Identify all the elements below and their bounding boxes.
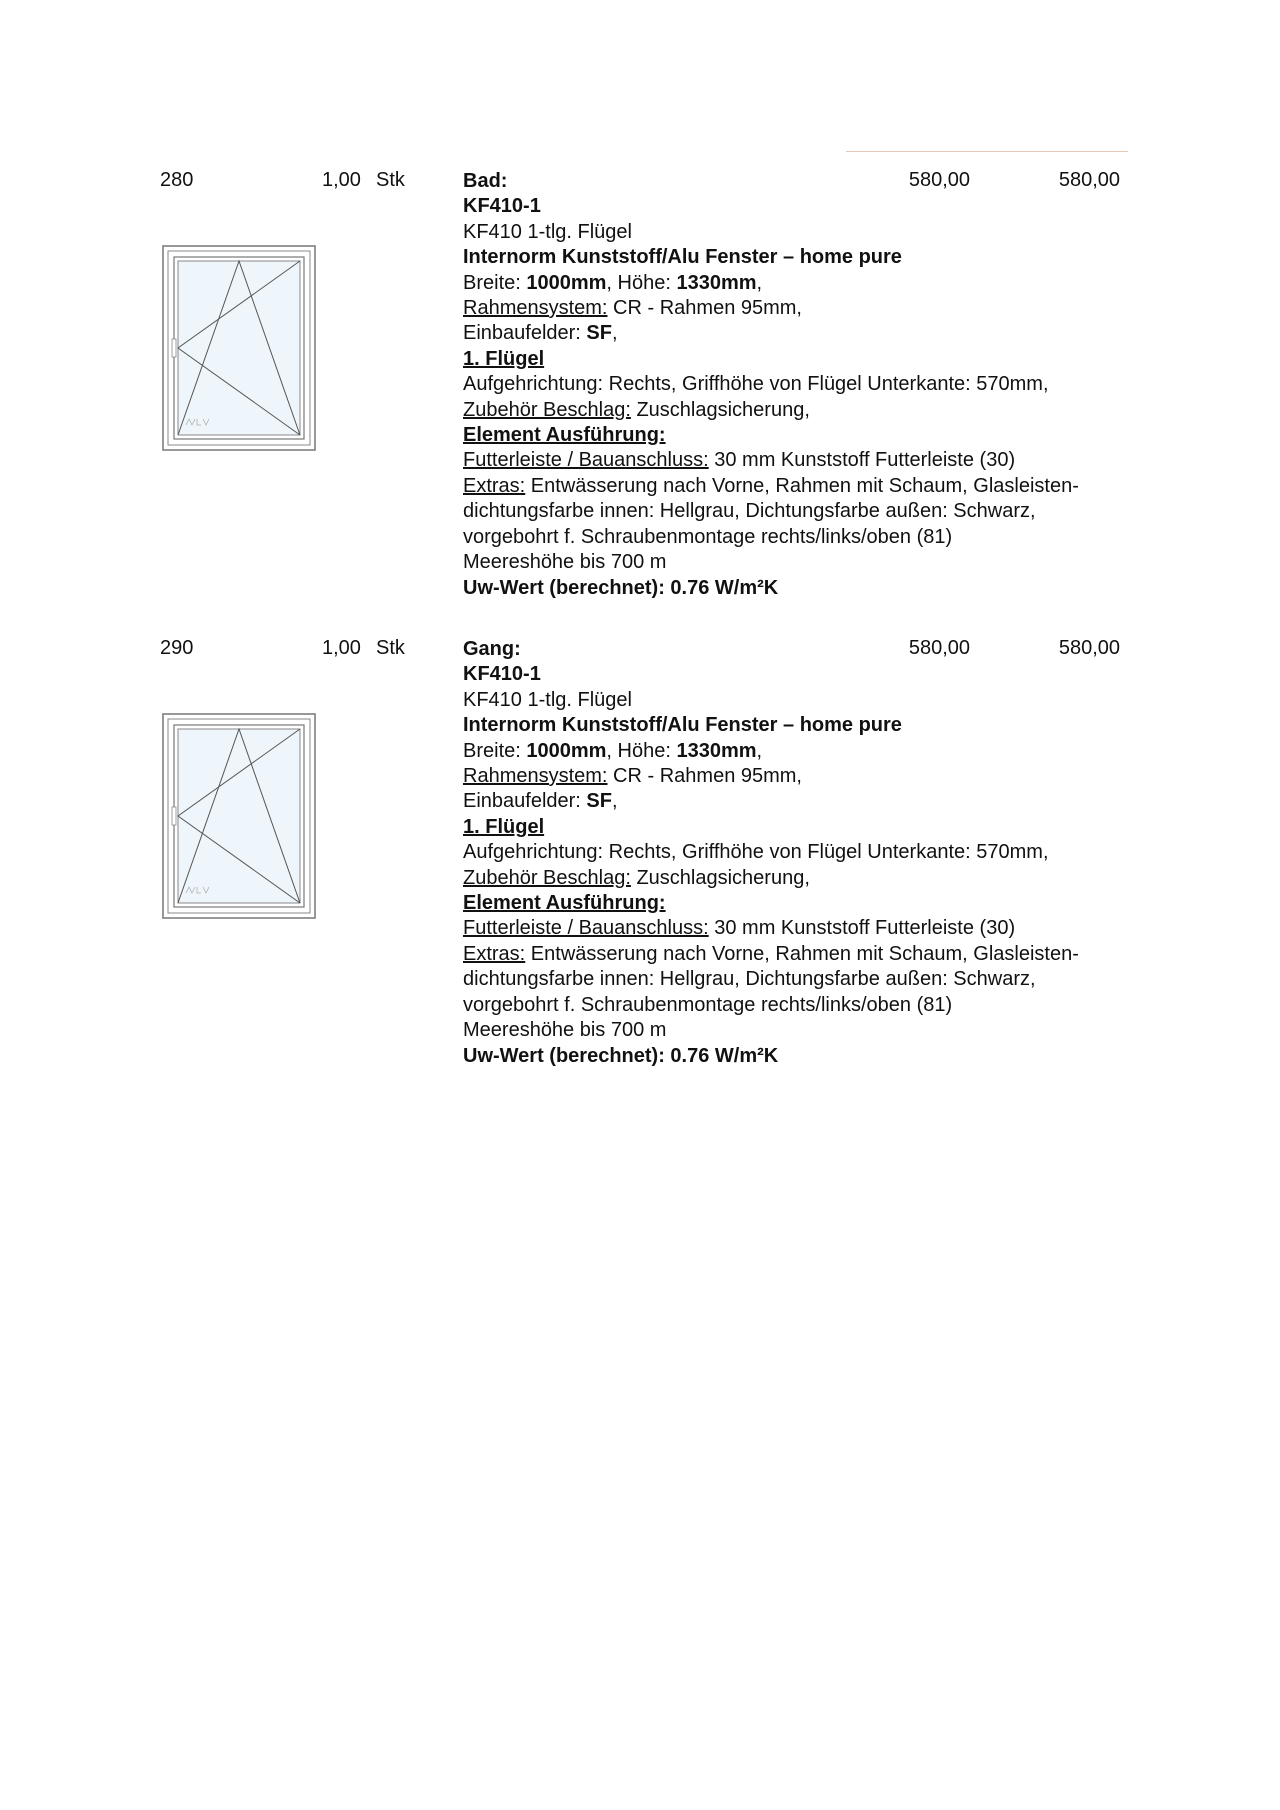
item-quantity: 1,00 bbox=[322, 637, 361, 659]
item-altitude: Meereshöhe bis 700 m bbox=[463, 551, 667, 574]
lining-label: Futterleiste / Bauanschluss: bbox=[463, 449, 709, 472]
item-description bbox=[463, 169, 1123, 601]
width-label: Breite: bbox=[463, 271, 527, 294]
item-dimensions bbox=[463, 271, 1123, 296]
item-fitting bbox=[463, 866, 1123, 891]
item-position: 280 bbox=[160, 169, 194, 191]
item-description bbox=[463, 637, 1123, 1069]
item-lining bbox=[463, 448, 1123, 473]
item-sash-heading: 1. Flügel bbox=[463, 815, 545, 838]
lining-value: 30 mm Kunststoff Futterleiste (30) bbox=[708, 917, 1016, 940]
frame-label: Rahmensystem: bbox=[463, 765, 608, 788]
fields-suffix: , bbox=[611, 790, 618, 813]
item-product-name: Internorm Kunststoff/Alu Fenster – home pure bbox=[463, 246, 902, 269]
item-position: 290 bbox=[160, 637, 194, 659]
item-extras bbox=[463, 942, 1123, 967]
item-lining bbox=[463, 916, 1123, 941]
item-altitude: Meereshöhe bis 700 m bbox=[463, 1019, 667, 1042]
item-dimensions bbox=[463, 739, 1123, 764]
item-unit: Stk bbox=[376, 637, 405, 659]
item-unit-price: 580,00 bbox=[908, 637, 970, 659]
item-element-heading: Element Ausführung: bbox=[463, 892, 666, 915]
width-label: Breite: bbox=[463, 739, 527, 762]
extras-line1: Entwässerung nach Vorne, Rahmen mit Schaum, Glasleisten- bbox=[525, 942, 1079, 965]
item-unit: Stk bbox=[376, 169, 405, 191]
window-drawing-icon bbox=[162, 713, 316, 919]
height-label: , Höhe: bbox=[606, 271, 677, 294]
item-opening: Aufgehrichtung: Rechts, Griffhöhe von Flügel Unterkante: 570mm, bbox=[463, 373, 1049, 396]
fitting-label: Zubehör Beschlag: bbox=[463, 398, 631, 421]
item-product-name: Internorm Kunststoff/Alu Fenster – home pure bbox=[463, 714, 902, 737]
fitting-label: Zubehör Beschlag: bbox=[463, 866, 631, 889]
frame-value: CR - Rahmen 95mm, bbox=[607, 297, 802, 320]
item-extras-line3: vorgebohrt f. Schraubenmontage rechts/links/oben (81) bbox=[463, 525, 953, 548]
extras-label: Extras: bbox=[463, 942, 526, 965]
fields-label: Einbaufelder: bbox=[463, 322, 587, 345]
item-article-desc: KF410 1-tlg. Flügel bbox=[463, 688, 632, 711]
item-opening: Aufgehrichtung: Rechts, Griffhöhe von Flügel Unterkante: 570mm, bbox=[463, 841, 1049, 864]
item-install-fields bbox=[463, 789, 1123, 814]
height-value: 1330mm bbox=[676, 739, 757, 762]
fields-suffix: , bbox=[611, 322, 618, 345]
extras-label: Extras: bbox=[463, 474, 526, 497]
item-fitting bbox=[463, 398, 1123, 423]
item-extras-line3: vorgebohrt f. Schraubenmontage rechts/links/oben (81) bbox=[463, 993, 953, 1016]
item-room: Gang: bbox=[463, 638, 521, 660]
height-label: , Höhe: bbox=[606, 739, 677, 762]
width-value: 1000mm bbox=[526, 739, 607, 762]
item-extras bbox=[463, 474, 1123, 499]
item-article-desc: KF410 1-tlg. Flügel bbox=[463, 220, 632, 243]
item-unit-price: 580,00 bbox=[908, 169, 970, 191]
height-suffix: , bbox=[756, 739, 763, 762]
item-total-price: 580,00 bbox=[1058, 169, 1120, 191]
item-extras-line2: dichtungsfarbe innen: Hellgrau, Dichtungsfarbe außen: Schwarz, bbox=[463, 968, 1036, 991]
frame-value: CR - Rahmen 95mm, bbox=[607, 765, 802, 788]
extras-line1: Entwässerung nach Vorne, Rahmen mit Schaum, Glasleisten- bbox=[525, 474, 1079, 497]
item-frame-system bbox=[463, 296, 1123, 321]
window-drawing-icon bbox=[162, 245, 316, 451]
lining-label: Futterleiste / Bauanschluss: bbox=[463, 917, 709, 940]
item-room: Bad: bbox=[463, 170, 508, 192]
width-value: 1000mm bbox=[526, 271, 607, 294]
item-uw-value: Uw-Wert (berechnet): 0.76 W/m²K bbox=[463, 576, 779, 599]
fitting-value: Zuschlagsicherung, bbox=[630, 866, 810, 889]
height-suffix: , bbox=[756, 271, 763, 294]
item-extras-line2: dichtungsfarbe innen: Hellgrau, Dichtungsfarbe außen: Schwarz, bbox=[463, 500, 1036, 523]
item-element-heading: Element Ausführung: bbox=[463, 424, 666, 447]
item-install-fields bbox=[463, 321, 1123, 346]
header-divider bbox=[846, 151, 1128, 152]
lining-value: 30 mm Kunststoff Futterleiste (30) bbox=[708, 449, 1016, 472]
fitting-value: Zuschlagsicherung, bbox=[630, 398, 810, 421]
item-uw-value: Uw-Wert (berechnet): 0.76 W/m²K bbox=[463, 1044, 779, 1067]
item-article-code: KF410-1 bbox=[463, 195, 541, 218]
item-quantity: 1,00 bbox=[322, 169, 361, 191]
fields-value: SF bbox=[586, 322, 612, 345]
item-frame-system bbox=[463, 764, 1123, 789]
item-article-code: KF410-1 bbox=[463, 663, 541, 686]
item-sash-heading: 1. Flügel bbox=[463, 347, 545, 370]
item-total-price: 580,00 bbox=[1058, 637, 1120, 659]
height-value: 1330mm bbox=[676, 271, 757, 294]
fields-label: Einbaufelder: bbox=[463, 790, 587, 813]
fields-value: SF bbox=[586, 790, 612, 813]
frame-label: Rahmensystem: bbox=[463, 297, 608, 320]
